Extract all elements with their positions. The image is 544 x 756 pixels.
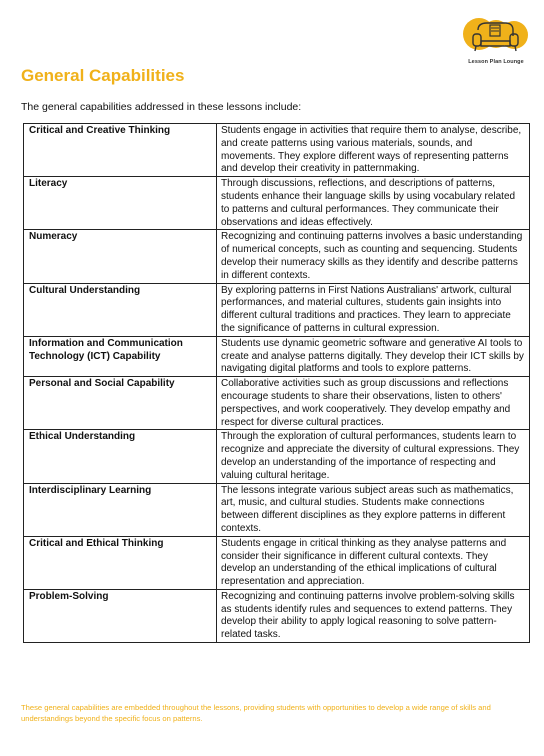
capability-name: Critical and Ethical Thinking bbox=[24, 536, 217, 589]
capability-description: Students engage in activities that require them to analyse, describe, and create patterns using various materials, sounds, and movements. They explore different ways of representing patterns and develop their creativity in patternmaking. bbox=[217, 124, 530, 177]
capability-description: Students use dynamic geometric software and generative AI tools to create and analyse patterns digitally. They develop their ICT skills by navigating digital platforms and tools to explore patterns. bbox=[217, 336, 530, 376]
capability-name: Cultural Understanding bbox=[24, 283, 217, 336]
logo-text: Lesson Plan Lounge bbox=[468, 59, 524, 65]
capabilities-table bbox=[23, 123, 530, 643]
capability-name: Critical and Creative Thinking bbox=[24, 124, 217, 177]
page-title: General Capabilities bbox=[21, 66, 185, 85]
armchair-logo-icon bbox=[462, 14, 530, 58]
capability-description: Through discussions, reflections, and descriptions of patterns, students enhance their language skills by using vocabulary related to patterns and cultural performances. They communicate their observations and ideas effectively. bbox=[217, 177, 530, 230]
capability-description: Recognizing and continuing patterns involves a basic understanding of numerical concepts, such as counting and sequencing. Students develop their numeracy skills as they identify and describe patterns in different contexts. bbox=[217, 230, 530, 283]
capability-name: Personal and Social Capability bbox=[24, 377, 217, 430]
table-row bbox=[24, 483, 530, 536]
capability-description: Recognizing and continuing patterns involve problem-solving skills as students identify rules and sequences to extend patterns. They develop their ability to apply logical reasoning to solve pattern-related tasks. bbox=[217, 589, 530, 642]
capability-description: The lessons integrate various subject areas such as mathematics, art, music, and cultural studies. Students make connections between different disciplines as they explore patterns in different contexts. bbox=[217, 483, 530, 536]
intro-text: The general capabilities addressed in these lessons include: bbox=[21, 101, 302, 113]
table-row bbox=[24, 230, 530, 283]
capability-name: Numeracy bbox=[24, 230, 217, 283]
capability-description: By exploring patterns in First Nations Australians' artwork, cultural performances, and material cultures, students gain insights into different cultural traditions and practices. They learn to appreciate the significance of patterns in cultural expression. bbox=[217, 283, 530, 336]
capability-description: Students engage in critical thinking as they analyse patterns and consider their significance in different cultural contexts. They develop an understanding of the ethical implications of cultural representation and appreciation. bbox=[217, 536, 530, 589]
capability-name: Literacy bbox=[24, 177, 217, 230]
table-row bbox=[24, 124, 530, 177]
table-row bbox=[24, 536, 530, 589]
table-row bbox=[24, 377, 530, 430]
capability-name: Problem-Solving bbox=[24, 589, 217, 642]
footnote-text: These general capabilities are embedded throughout the lessons, providing students with opportunities to develop a wide range of skills and understandings beyond the specific focus on patterns. bbox=[21, 703, 491, 723]
table-row bbox=[24, 177, 530, 230]
table-row bbox=[24, 589, 530, 642]
table-row bbox=[24, 430, 530, 483]
lesson-plan-lounge-logo bbox=[462, 14, 530, 66]
capability-description: Collaborative activities such as group discussions and reflections encourage students to share their observations, listen to others' perspectives, and work cooperatively. They develop empathy and respect for diverse cultural practices. bbox=[217, 377, 530, 430]
capability-name: Information and Communication Technology (ICT) Capability bbox=[24, 336, 217, 376]
capability-name: Ethical Understanding bbox=[24, 430, 217, 483]
capability-description: Through the exploration of cultural performances, students learn to recognize and appreciate the diversity of cultural expressions. They develop an understanding of the importance of respecting and valuing cultural heritage. bbox=[217, 430, 530, 483]
table-row bbox=[24, 283, 530, 336]
table-row bbox=[24, 336, 530, 376]
capability-name: Interdisciplinary Learning bbox=[24, 483, 217, 536]
